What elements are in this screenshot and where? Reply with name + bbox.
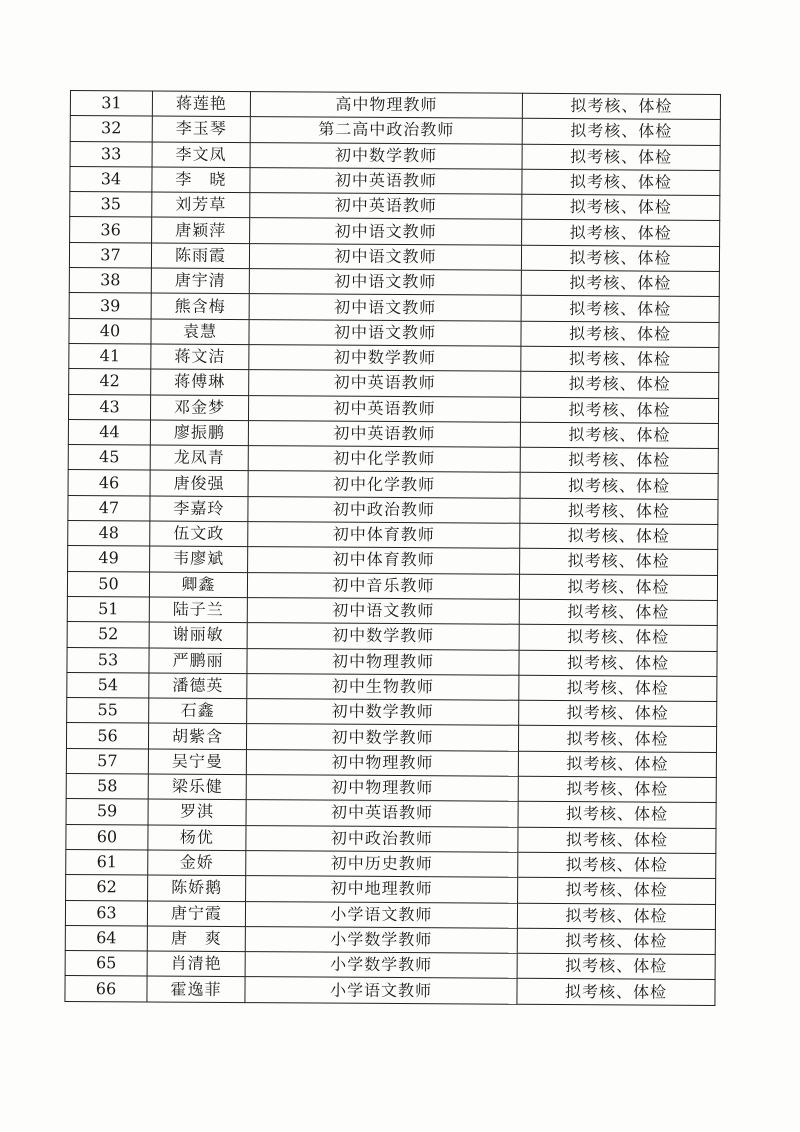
row-number-cell: 40: [69, 318, 151, 344]
table-row: [66, 875, 716, 904]
position-cell: 初中物理教师: [246, 775, 518, 802]
position-cell: 初中英语教师: [250, 193, 522, 220]
status-cell: 拟考核、体检: [519, 650, 717, 677]
candidate-name-cell: 梁乐健: [148, 774, 246, 800]
candidate-name-cell: 杨优: [148, 825, 246, 851]
row-number-cell: 47: [68, 495, 150, 521]
status-cell: 拟考核、体检: [518, 827, 716, 854]
position-cell: 初中语文教师: [249, 269, 521, 296]
candidate-name-cell: 金娇: [148, 850, 246, 876]
status-cell: 拟考核、体检: [519, 574, 717, 601]
row-number-cell: 55: [67, 698, 149, 724]
status-cell: 拟考核、体检: [521, 296, 719, 323]
row-number-cell: 37: [69, 242, 151, 268]
row-number-cell: 31: [70, 91, 152, 117]
status-cell: 拟考核、体检: [518, 726, 716, 753]
row-number-cell: 43: [68, 394, 150, 420]
candidate-name-cell: 胡紫含: [148, 723, 246, 749]
status-cell: 拟考核、体检: [522, 169, 720, 196]
table-row: [67, 596, 717, 625]
row-number-cell: 39: [69, 293, 151, 319]
candidate-table: [64, 90, 721, 1006]
position-cell: 初中数学教师: [249, 345, 521, 372]
position-cell: 初中生物教师: [247, 673, 519, 700]
position-cell: 小学语文教师: [245, 901, 517, 928]
position-cell: 初中语文教师: [249, 294, 521, 321]
position-cell: 初中数学教师: [247, 623, 519, 650]
status-cell: 拟考核、体检: [520, 447, 718, 474]
table-row: [67, 698, 717, 727]
candidate-name-cell: 卿鑫: [149, 572, 247, 598]
candidate-name-cell: 伍文政: [150, 521, 248, 547]
candidate-name-cell: 陆子兰: [149, 597, 247, 623]
status-cell: 拟考核、体检: [518, 877, 716, 904]
table-row: [70, 217, 720, 246]
candidate-name-cell: 蒋莲艳: [152, 91, 250, 117]
candidate-name-cell: 严鹏丽: [149, 648, 247, 674]
status-cell: 拟考核、体检: [519, 624, 717, 651]
table-row: [66, 799, 716, 828]
table-row: [69, 318, 719, 347]
table-row: [66, 849, 716, 878]
table-row: [66, 723, 716, 752]
candidate-name-cell: 唐 爽: [147, 926, 245, 952]
status-cell: 拟考核、体检: [522, 194, 720, 221]
row-number-cell: 33: [70, 141, 152, 167]
candidate-name-cell: 唐宇清: [151, 268, 249, 294]
status-cell: 拟考核、体检: [520, 549, 718, 576]
position-cell: 第二高中政治教师: [250, 117, 522, 144]
status-cell: 拟考核、体检: [518, 802, 716, 829]
row-number-cell: 56: [66, 723, 148, 749]
table-row: [69, 293, 719, 322]
table-row: [65, 976, 715, 1005]
position-cell: 初中数学教师: [246, 724, 518, 751]
row-number-cell: 51: [67, 596, 149, 622]
candidate-name-cell: 邓金梦: [150, 395, 248, 421]
row-number-cell: 61: [66, 849, 148, 875]
table-row: [68, 445, 718, 474]
status-cell: 拟考核、体检: [520, 422, 718, 449]
table-row: [70, 192, 720, 221]
status-cell: 拟考核、体检: [520, 498, 718, 525]
status-cell: 拟考核、体检: [518, 751, 716, 778]
table-row: [68, 394, 718, 423]
table-row: [66, 774, 716, 803]
candidate-name-cell: 蒋傅琳: [151, 369, 249, 395]
position-cell: 初中政治教师: [248, 496, 520, 523]
table-row: [70, 166, 720, 195]
table-row: [70, 91, 720, 120]
row-number-cell: 45: [68, 445, 150, 471]
row-number-cell: 58: [66, 774, 148, 800]
table-row: [68, 495, 718, 524]
row-number-cell: 54: [67, 672, 149, 698]
row-number-cell: 46: [68, 470, 150, 496]
candidate-name-cell: 唐宁霞: [147, 900, 245, 926]
candidate-table-body: [65, 91, 721, 1006]
row-number-cell: 52: [67, 622, 149, 648]
candidate-name-cell: 陈雨霞: [151, 243, 249, 269]
status-cell: 拟考核、体检: [521, 321, 719, 348]
candidate-name-cell: 李文凤: [152, 142, 250, 168]
table-row: [70, 141, 720, 170]
row-number-cell: 60: [66, 824, 148, 850]
position-cell: 初中化学教师: [248, 471, 520, 498]
position-cell: 初中音乐教师: [247, 572, 519, 599]
status-cell: 拟考核、体检: [522, 119, 720, 146]
row-number-cell: 66: [65, 976, 147, 1002]
position-cell: 初中化学教师: [248, 446, 520, 473]
row-number-cell: 57: [66, 748, 148, 774]
row-number-cell: 62: [66, 875, 148, 901]
candidate-name-cell: 石鑫: [149, 698, 247, 724]
position-cell: 小学语文教师: [245, 977, 517, 1004]
position-cell: 初中物理教师: [246, 749, 518, 776]
position-cell: 初中英语教师: [248, 395, 520, 422]
position-cell: 初中地理教师: [246, 876, 518, 903]
table-row: [67, 622, 717, 651]
candidate-name-cell: 陈娇鹅: [148, 875, 246, 901]
position-cell: 初中语文教师: [249, 319, 521, 346]
table-row: [68, 419, 718, 448]
position-cell: 小学数学教师: [245, 926, 517, 953]
table-row: [69, 369, 719, 398]
table-row: [70, 116, 720, 145]
row-number-cell: 53: [67, 647, 149, 673]
candidate-name-cell: 唐俊强: [150, 470, 248, 496]
table-row: [67, 672, 717, 701]
status-cell: 拟考核、体检: [522, 93, 720, 120]
position-cell: 初中语文教师: [250, 218, 522, 245]
position-cell: 初中英语教师: [248, 420, 520, 447]
position-cell: 初中英语教师: [249, 370, 521, 397]
status-cell: 拟考核、体检: [521, 270, 719, 297]
status-cell: 拟考核、体检: [520, 397, 718, 424]
candidate-name-cell: 李玉琴: [152, 116, 250, 142]
position-cell: 初中政治教师: [246, 825, 518, 852]
status-cell: 拟考核、体检: [517, 928, 715, 955]
candidate-name-cell: 李 晓: [152, 167, 250, 193]
row-number-cell: 63: [65, 900, 147, 926]
row-number-cell: 48: [68, 521, 150, 547]
candidate-name-cell: 刘芳草: [152, 192, 250, 218]
position-cell: 小学数学教师: [245, 952, 517, 979]
status-cell: 拟考核、体检: [522, 220, 720, 247]
row-number-cell: 42: [69, 369, 151, 395]
status-cell: 拟考核、体检: [521, 245, 719, 272]
position-cell: 初中体育教师: [248, 547, 520, 574]
row-number-cell: 41: [69, 343, 151, 369]
row-number-cell: 64: [65, 925, 147, 951]
table-row: [68, 521, 718, 550]
candidate-name-cell: 熊含梅: [151, 293, 249, 319]
status-cell: 拟考核、体检: [520, 523, 718, 550]
row-number-cell: 34: [70, 166, 152, 192]
position-cell: 初中历史教师: [246, 850, 518, 877]
row-number-cell: 36: [70, 217, 152, 243]
candidate-name-cell: 吴宁曼: [148, 749, 246, 775]
status-cell: 拟考核、体检: [519, 700, 717, 727]
candidate-name-cell: 李嘉玲: [150, 496, 248, 522]
status-cell: 拟考核、体检: [517, 953, 715, 980]
candidate-name-cell: 潘德英: [149, 673, 247, 699]
position-cell: 初中语文教师: [249, 243, 521, 270]
table-row: [68, 470, 718, 499]
status-cell: 拟考核、体检: [519, 675, 717, 702]
candidate-name-cell: 韦廖斌: [150, 546, 248, 572]
table-row: [65, 900, 715, 929]
candidate-name-cell: 龙凤青: [150, 445, 248, 471]
position-cell: 初中语文教师: [247, 598, 519, 625]
position-cell: 初中物理教师: [247, 648, 519, 675]
position-cell: 高中物理教师: [250, 92, 522, 119]
status-cell: 拟考核、体检: [519, 599, 717, 626]
status-cell: 拟考核、体检: [522, 144, 720, 171]
status-cell: 拟考核、体检: [517, 903, 715, 930]
table-row: [65, 951, 715, 980]
candidate-name-cell: 袁慧: [151, 319, 249, 345]
row-number-cell: 49: [68, 546, 150, 572]
row-number-cell: 35: [70, 192, 152, 218]
candidate-name-cell: 霍逸菲: [147, 976, 245, 1002]
table-row: [69, 343, 719, 372]
table-row: [69, 242, 719, 271]
position-cell: 初中英语教师: [250, 167, 522, 194]
table-row: [65, 925, 715, 954]
table-row: [68, 546, 718, 575]
table-row: [67, 647, 717, 676]
position-cell: 初中数学教师: [247, 699, 519, 726]
row-number-cell: 65: [65, 951, 147, 977]
candidate-name-cell: 肖清艳: [147, 951, 245, 977]
status-cell: 拟考核、体检: [518, 852, 716, 879]
table-row: [66, 824, 716, 853]
position-cell: 初中体育教师: [248, 522, 520, 549]
table-row: [66, 748, 716, 777]
row-number-cell: 38: [69, 268, 151, 294]
position-cell: 初中英语教师: [246, 800, 518, 827]
candidate-name-cell: 谢丽敏: [149, 622, 247, 648]
table-row: [69, 268, 719, 297]
status-cell: 拟考核、体检: [520, 473, 718, 500]
table-row: [67, 571, 717, 600]
candidate-name-cell: 廖振鹏: [150, 420, 248, 446]
status-cell: 拟考核、体检: [517, 979, 715, 1006]
status-cell: 拟考核、体检: [521, 372, 719, 399]
candidate-name-cell: 蒋文洁: [151, 344, 249, 370]
row-number-cell: 50: [67, 571, 149, 597]
row-number-cell: 44: [68, 419, 150, 445]
row-number-cell: 32: [70, 116, 152, 142]
row-number-cell: 59: [66, 799, 148, 825]
candidate-name-cell: 唐颖萍: [152, 217, 250, 243]
status-cell: 拟考核、体检: [521, 346, 719, 373]
status-cell: 拟考核、体检: [518, 776, 716, 803]
position-cell: 初中数学教师: [250, 142, 522, 169]
candidate-name-cell: 罗淇: [148, 799, 246, 825]
